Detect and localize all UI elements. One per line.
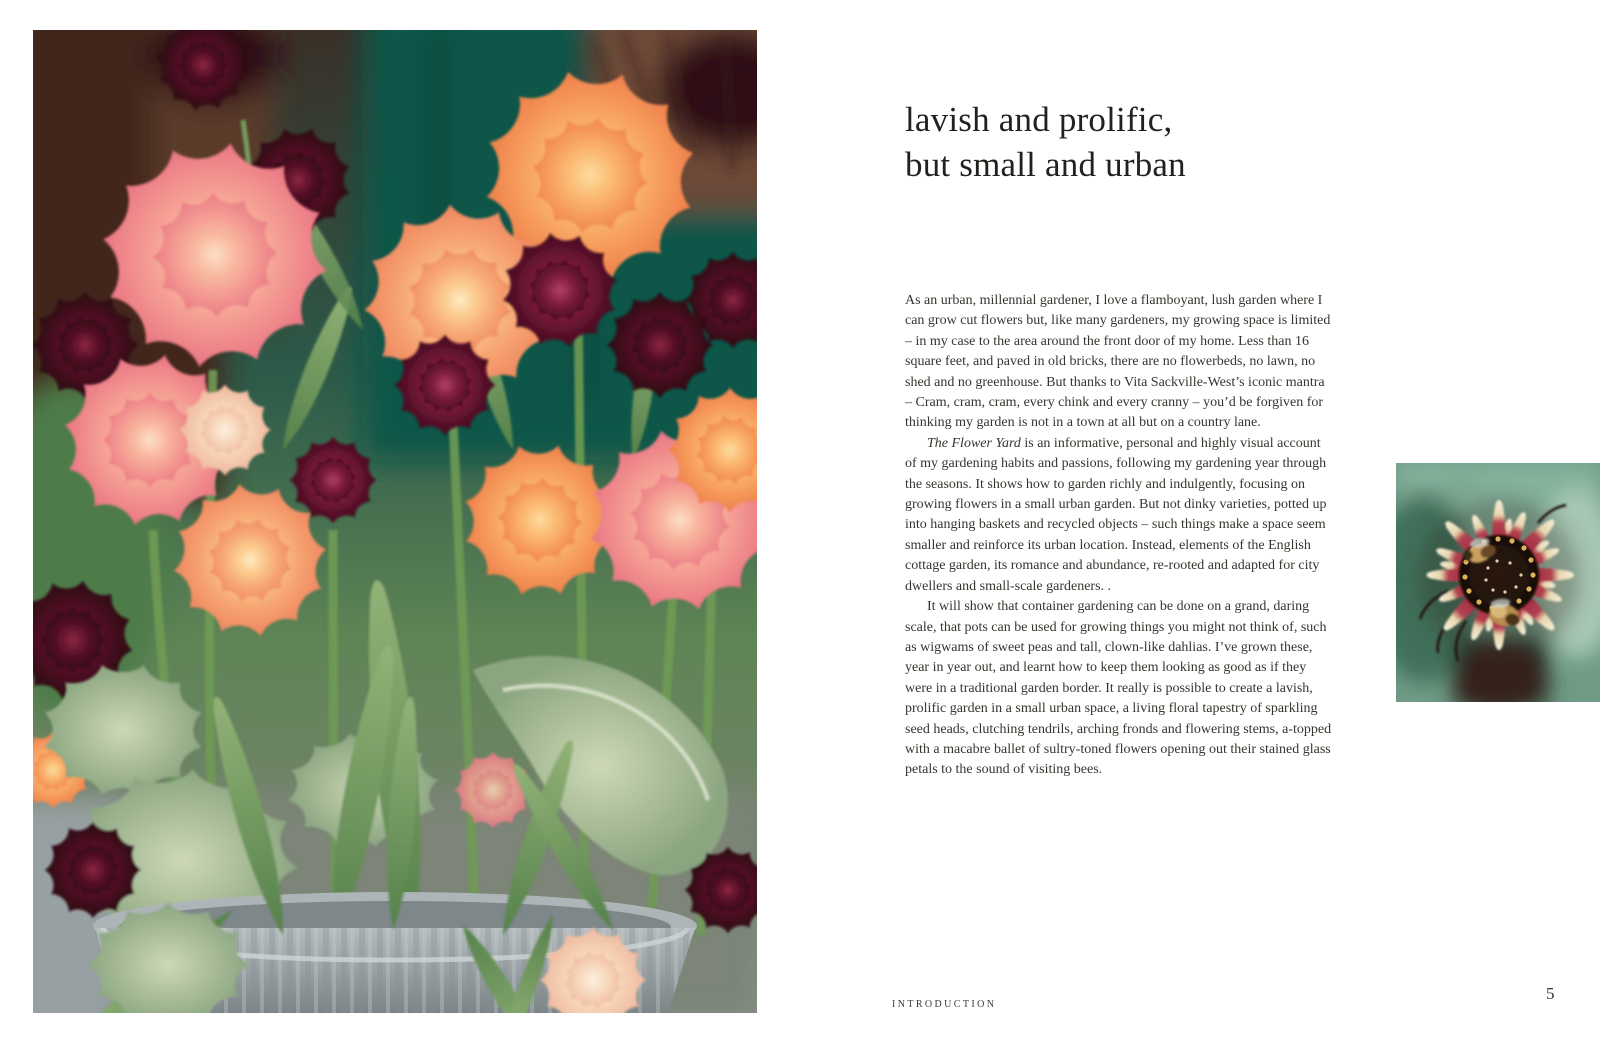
- body-text: [905, 291, 1335, 781]
- sunflower-photo: [1396, 463, 1600, 702]
- page-title-line-1: lavish and prolific,: [905, 100, 1173, 139]
- paragraph-3: It will show that container gardening can be done on a grand, daring scale, that pots can be used for growing things you might not think of, such as wigwams of sweet peas and tall, clown-like dahlias. I’ve grown these, year in year out, and learnt how to keep them looking as good as if they were in a traditional garden border. It really is possible to create a lavish, prolific garden in a small urban space, a living floral tapestry of sparkling seed heads, clutching tendrils, arching fronds and flowering stems, a-topped with a macabre ballet of sultry-toned flowers opening out their stained glass petals to the sound of visiting bees.: [905, 599, 1332, 778]
- tulip-photo: [33, 30, 757, 1013]
- page-number: 5: [1546, 984, 1555, 1003]
- sunflower-photo-illustration: [1396, 463, 1600, 702]
- page-title-line-2: but small and urban: [905, 145, 1186, 184]
- paragraph-2-text: is an informative, personal and highly visual account of my gardening habits and passions, following my gardening year through the seasons. It shows how to garden richly and indulgently, focusing on growing flowers in a small urban garden. But not dinky varieties, potted up into hanging baskets and recycled objects – such things make a space seem smaller and reinforce its urban location. Instead, elements of the English cottage garden, its romance and abundance, re-rooted and adapted for city dwellers and small-scale gardeners. .: [905, 435, 1327, 594]
- tulip-photo-illustration: [33, 30, 757, 1013]
- paragraph-1: As an urban, millennial gardener, I love a flamboyant, lush garden where I can grow cut flowers but, like many gardeners, my growing space is limited – in my case to the area around the front door of my home. Less than 16 square feet, and paved in old bricks, there are no flowerbeds, no lawn, no shed and no greenhouse. But thanks to Vita Sackville-West’s iconic mantra – Cram, cram, cram, every chink and every cranny – you’d be forgiven for thinking my garden is not in a town at all but on a country lane.: [905, 293, 1331, 431]
- page-title: [905, 97, 1186, 187]
- book-title-italic: The Flower Yard: [927, 435, 1021, 451]
- running-footer: INTRODUCTION: [892, 999, 997, 1010]
- paragraph-2: [905, 434, 1335, 597]
